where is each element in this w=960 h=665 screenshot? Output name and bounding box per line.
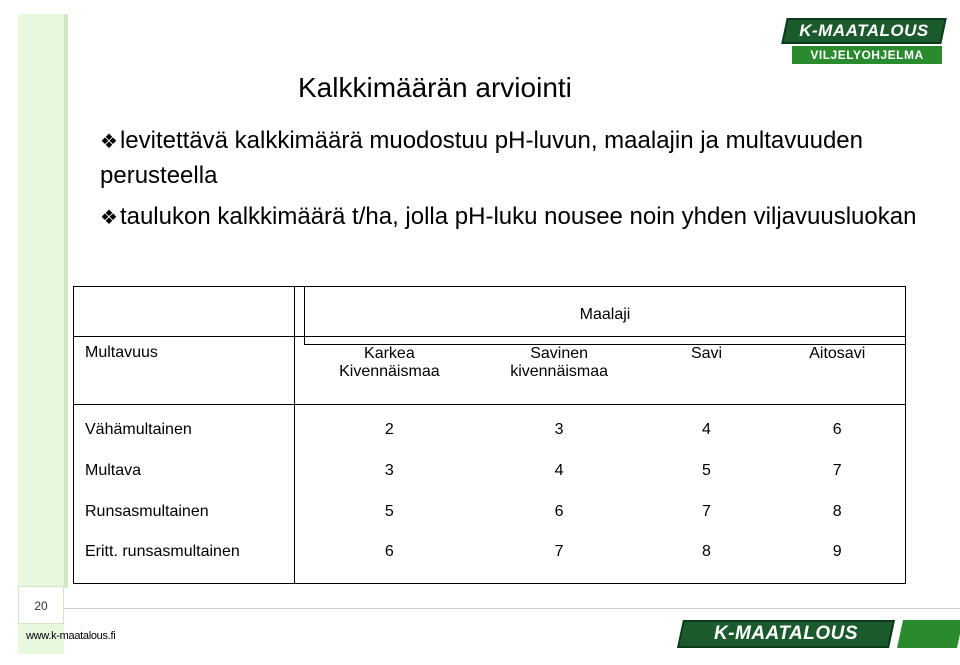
table-cell: 7 <box>554 543 564 561</box>
slide-bottom-rule <box>64 608 960 609</box>
table-row <box>73 503 906 544</box>
lime-amount-table <box>73 286 906 584</box>
table-cell: 2 <box>384 421 394 439</box>
left-decor-band <box>18 14 64 654</box>
slide-title: Kalkkimäärän arviointi <box>298 72 572 103</box>
table-row <box>73 543 906 584</box>
diamond-bullet-icon: ❖ <box>100 131 118 153</box>
k-maatalous-logo-top <box>784 18 944 64</box>
bullet-list <box>100 124 920 242</box>
column-header: Karkea Kivennäismaa <box>339 344 440 380</box>
table-divider-vertical <box>294 286 295 584</box>
table-cell: 8 <box>702 543 711 561</box>
table-cell: 5 <box>702 462 711 480</box>
table-divider-horizontal <box>73 404 906 405</box>
table-cell: 8 <box>832 502 842 520</box>
diamond-bullet-icon: ❖ <box>100 207 118 229</box>
k-maatalous-logo-bottom <box>677 620 895 648</box>
table-divider-horizontal <box>73 336 906 337</box>
table-cell: 3 <box>384 462 394 480</box>
table-cell: 4 <box>554 462 564 480</box>
logo-bottom-text: K-MAATALOUS <box>713 623 859 644</box>
table-cell: 7 <box>702 502 711 520</box>
footer-url: www.k-maatalous.fi <box>26 630 116 642</box>
row-label: Vähämultainen <box>85 421 192 439</box>
table-row <box>73 462 906 503</box>
bullet-item <box>100 200 920 235</box>
table-column-header-row <box>73 344 906 421</box>
table-row <box>73 421 906 462</box>
table-cell: 9 <box>832 543 842 561</box>
row-label: Eritt. runsasmultainen <box>85 543 240 561</box>
column-header: Aitosavi <box>809 344 866 362</box>
column-header: Savi <box>690 344 723 362</box>
table-cell: 6 <box>832 421 842 439</box>
table-cell: 7 <box>832 462 842 480</box>
table-cell: 4 <box>702 421 711 439</box>
bullet-text: taulukon kalkkimäärä t/ha, jolla pH-luku nousee noin yhden viljavuusluokan <box>119 203 917 230</box>
column-header: Savinen kivennäismaa <box>510 344 609 380</box>
table-cell: 6 <box>384 543 394 561</box>
row-label: Multava <box>85 462 142 480</box>
soil-type-group-header: Maalaji <box>304 287 905 345</box>
page-number: 20 <box>18 586 64 624</box>
bullet-text: levitettävä kalkkimäärä muodostuu pH-luvun, maalajin ja multavuuden perusteella <box>100 127 863 189</box>
bullet-item <box>100 124 920 193</box>
left-band-edge <box>64 14 68 588</box>
table-cell: 3 <box>554 421 564 439</box>
table-cell: 5 <box>384 502 394 520</box>
row-label: Runsasmultainen <box>85 502 209 520</box>
humus-header: Multavuus <box>85 344 158 362</box>
logo-brand-text: K-MAATALOUS <box>799 21 929 40</box>
logo-sub-text: VILJELYOHJELMA <box>792 46 942 64</box>
table-cell: 6 <box>554 502 564 520</box>
logo-bottom-stripe <box>897 620 960 648</box>
